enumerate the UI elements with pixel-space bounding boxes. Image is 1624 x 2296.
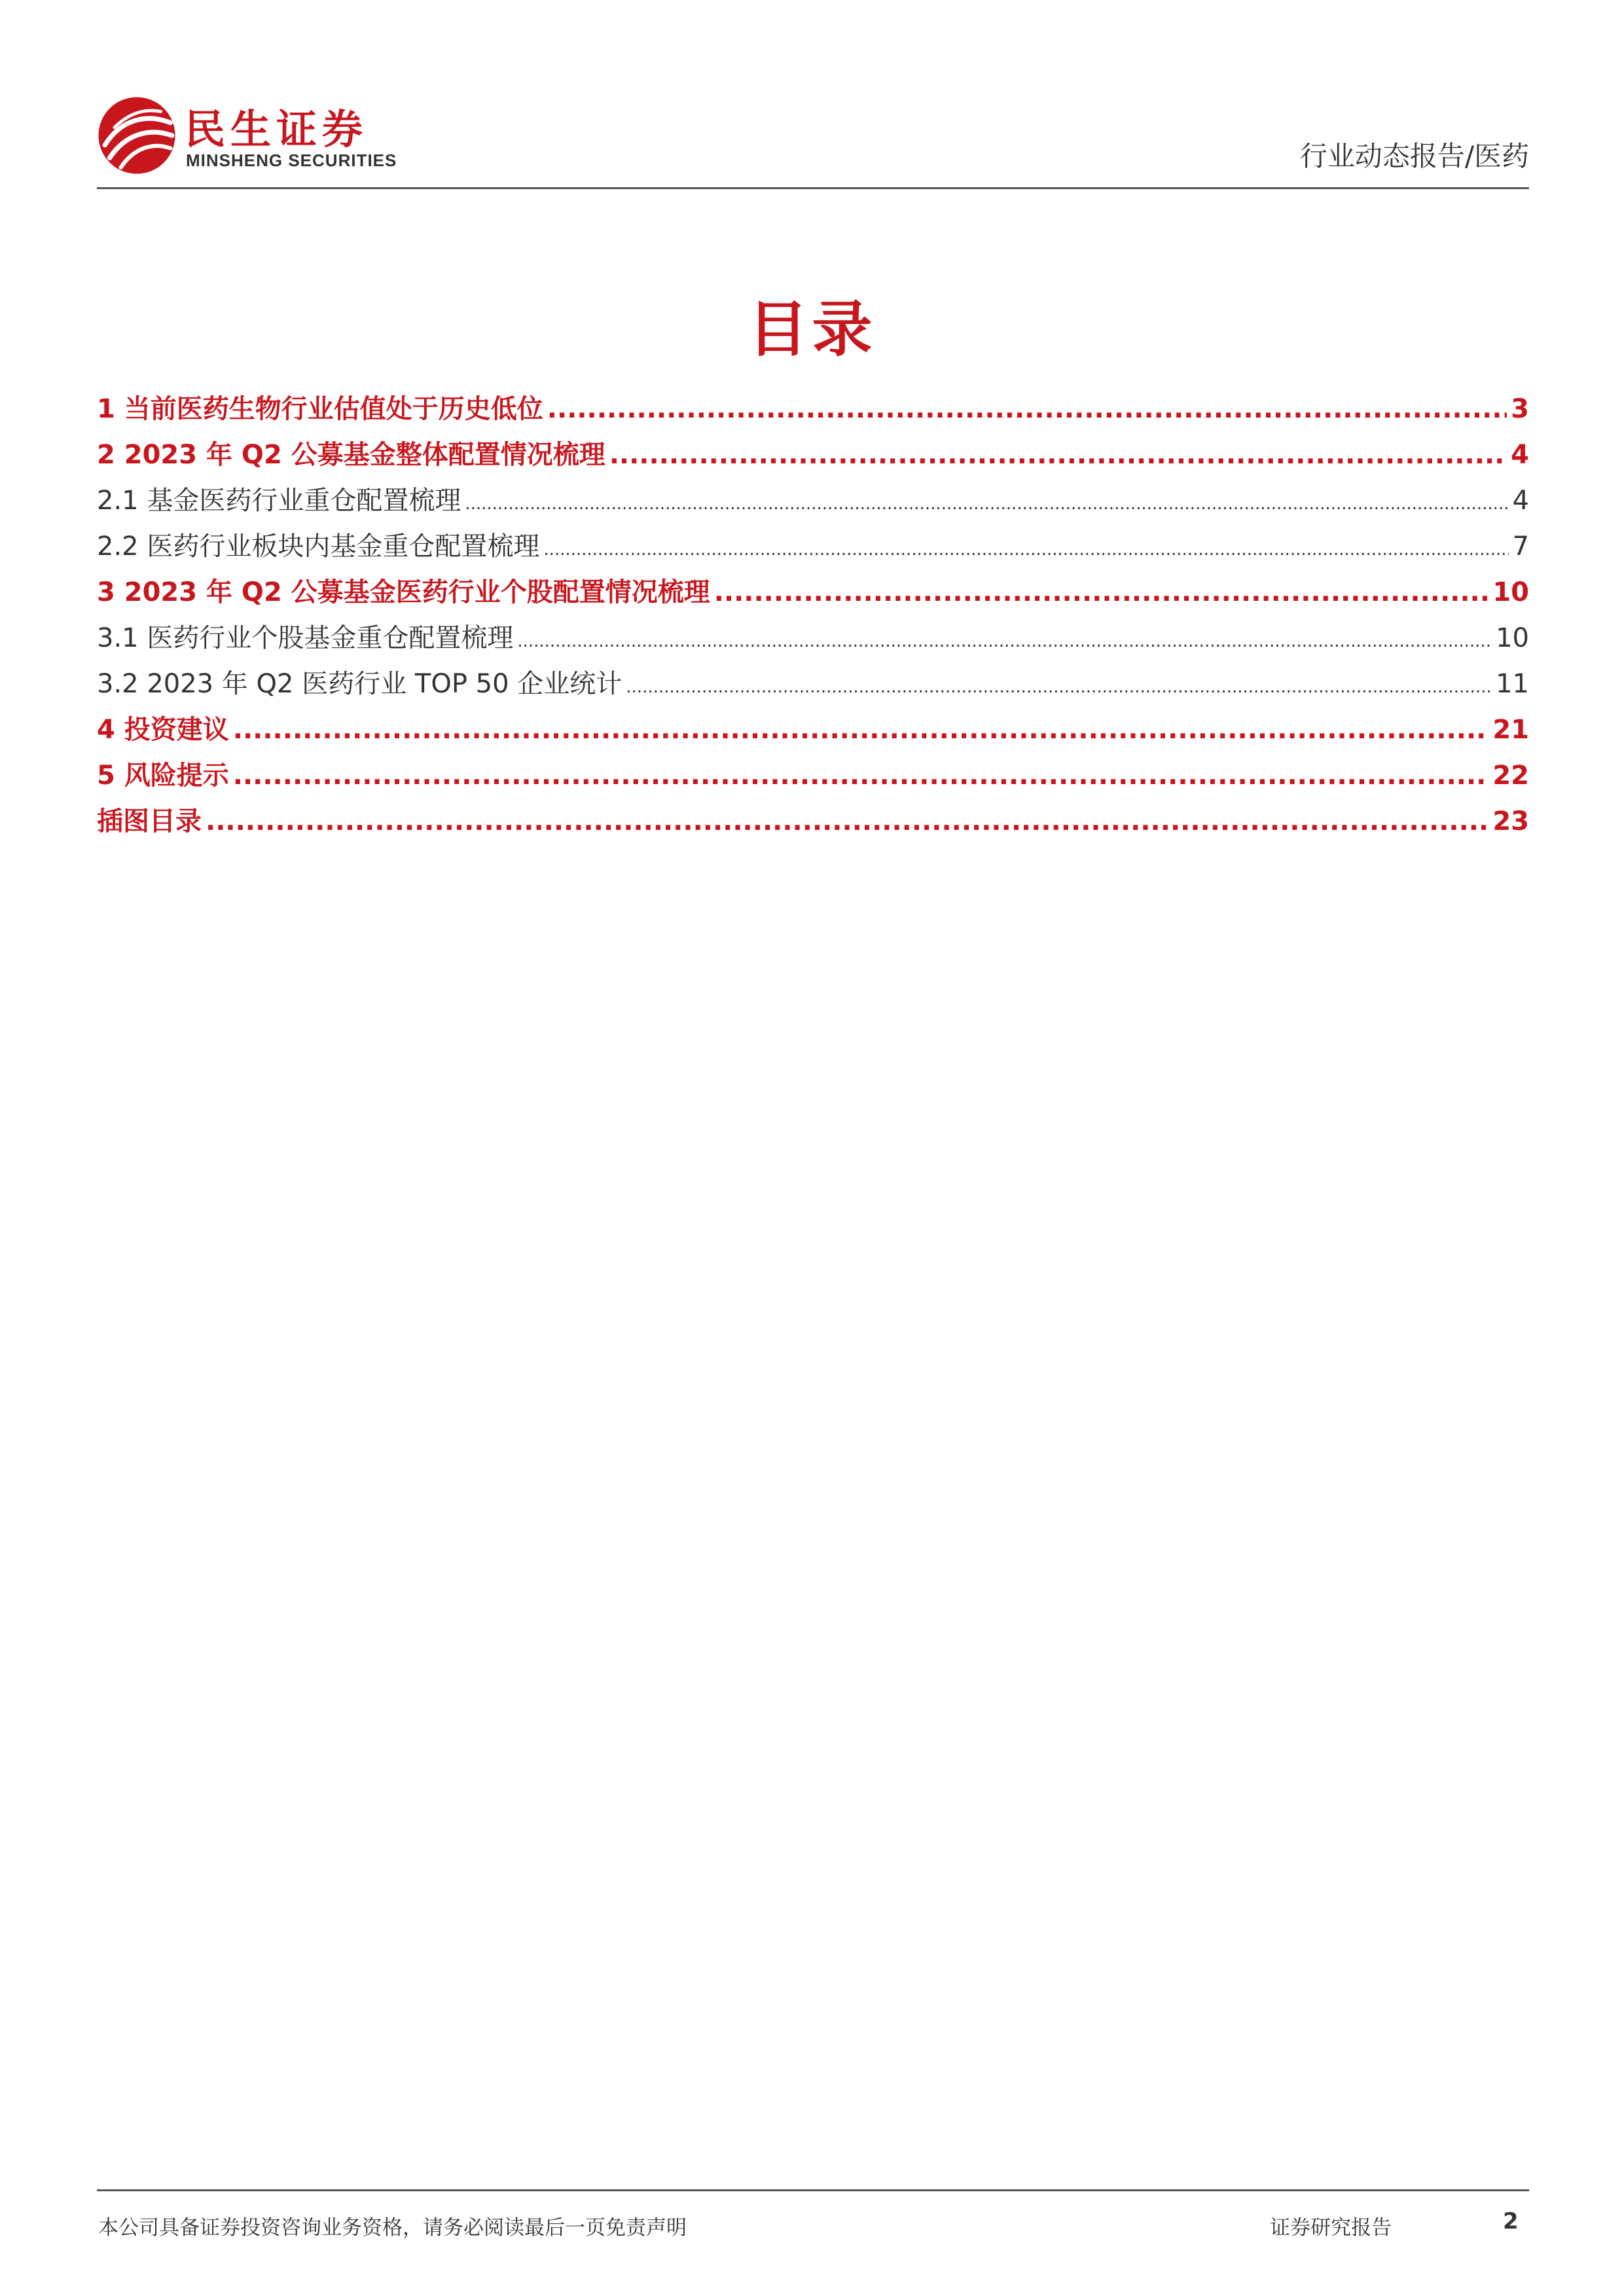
header-divider [97, 187, 1529, 189]
table-of-contents [97, 388, 1529, 846]
toc-subentry[interactable] [97, 617, 1529, 663]
toc-entry[interactable] [97, 755, 1529, 800]
toc-entry-page: 11 [1496, 669, 1529, 699]
toc-entry-title: 3 2023 年 Q2 公募基金医药行业个股配置情况梳理 [97, 577, 710, 607]
toc-entry-title: 5 风险提示 [97, 761, 229, 791]
toc-leader [233, 761, 1489, 791]
toc-entry-page: 7 [1512, 531, 1529, 562]
toc-entry-title: 2.1 基金医药行业重仓配置梳理 [97, 486, 461, 516]
toc-entry-page: 10 [1496, 623, 1529, 653]
footer-disclaimer: 本公司具备证券投资咨询业务资格，请务必阅读最后一页免责声明 [98, 2216, 687, 2240]
company-logo [97, 96, 405, 181]
toc-entry-title: 2 2023 年 Q2 公募基金整体配置情况梳理 [97, 440, 605, 470]
toc-entry-title: 4 投资建议 [97, 715, 229, 745]
toc-entry[interactable] [97, 800, 1529, 846]
toc-subentry[interactable] [97, 480, 1529, 526]
toc-leader [609, 440, 1507, 470]
toc-leader [543, 540, 1508, 560]
toc-subentry[interactable] [97, 526, 1529, 571]
footer-doc-type: 证券研究报告 [1270, 2216, 1392, 2240]
toc-leader [206, 806, 1489, 836]
toc-entry-page: 4 [1511, 440, 1529, 470]
toc-entry-title: 1 当前医药生物行业估值处于历史低位 [97, 394, 543, 424]
toc-entry-page: 10 [1492, 577, 1529, 607]
toc-entry-title: 3.2 2023 年 Q2 医药行业 TOP 50 企业统计 [97, 669, 623, 699]
toc-entry-title: 插图目录 [97, 806, 202, 836]
toc-entry-page: 23 [1492, 806, 1529, 836]
toc-title: 目录 [748, 295, 876, 365]
toc-entry-title: 2.2 医药行业板块内基金重仓配置梳理 [97, 531, 540, 562]
toc-entry[interactable] [97, 709, 1529, 755]
toc-entry[interactable] [97, 434, 1529, 480]
toc-leader [233, 715, 1489, 745]
minsheng-logo-icon [97, 96, 177, 175]
toc-leader [714, 577, 1489, 607]
footer-divider [97, 2189, 1529, 2191]
toc-subentry[interactable] [97, 663, 1529, 709]
toc-entry-page: 22 [1492, 761, 1529, 791]
toc-entry-page: 21 [1492, 715, 1529, 745]
page-header [97, 92, 1529, 188]
logo-english-name: MINSHENG SECURITIES [186, 151, 397, 170]
toc-entry[interactable] [97, 388, 1529, 434]
toc-leader [465, 494, 1508, 514]
report-type: 行业动态报告/医药 [1299, 140, 1529, 172]
toc-leader [547, 394, 1507, 424]
toc-leader [517, 632, 1492, 651]
page-number: 2 [1503, 2208, 1519, 2234]
toc-entry[interactable] [97, 571, 1529, 617]
toc-entry-page: 3 [1511, 394, 1529, 424]
toc-entry-title: 3.1 医药行业个股基金重仓配置梳理 [97, 623, 514, 653]
toc-leader [626, 677, 1492, 697]
logo-chinese-name: 民生证券 [185, 105, 369, 153]
toc-entry-page: 4 [1512, 486, 1529, 516]
